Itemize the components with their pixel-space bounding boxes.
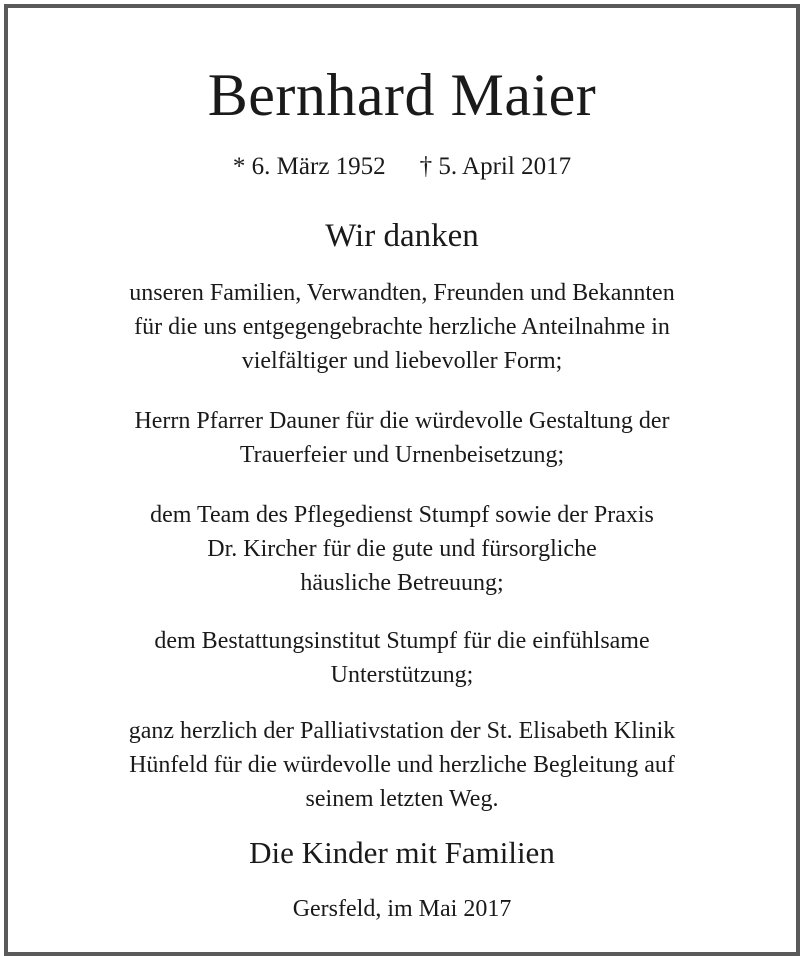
thanks-heading: Wir danken — [325, 218, 479, 254]
paragraph-line: für die uns entgegengebrachte herzliche Anteilnahme in — [134, 314, 670, 340]
paragraph-line: Trauerfeier und Urnenbeisetzung; — [239, 442, 565, 468]
thanks-paragraph-family — [8, 276, 796, 378]
thanks-paragraph-care — [8, 498, 796, 600]
thanks-paragraph-funeral-home — [8, 624, 796, 692]
obituary-notice — [8, 8, 796, 952]
paragraph-line: ganz herzlich der Palliativstation der St. Elisabeth Klinik — [128, 718, 676, 744]
notice-border — [4, 4, 800, 956]
place-date: Gersfeld, im Mai 2017 — [292, 896, 512, 922]
paragraph-line: dem Bestattungsinstitut Stumpf für die einfühlsame — [154, 628, 650, 654]
paragraph-line: unseren Familien, Verwandten, Freunden und Bekannten — [129, 280, 675, 306]
paragraph-line: seinem letzten Weg. — [305, 786, 499, 812]
paragraph-line: Dr. Kircher für die gute und fürsorgliche — [207, 536, 597, 562]
thanks-paragraph-pastor — [8, 404, 796, 472]
paragraph-line: Unterstützung; — [330, 662, 474, 688]
birth-date: * 6. März 1952 — [232, 153, 386, 180]
paragraph-line: dem Team des Pflegedienst Stumpf sowie der Praxis — [150, 502, 654, 528]
deceased-name: Bernhard Maier — [207, 62, 597, 128]
paragraph-line: Herrn Pfarrer Dauner für die würdevolle Gestaltung der — [134, 408, 670, 434]
paragraph-line: Hünfeld für die würdevolle und herzliche Begleitung auf — [129, 752, 675, 778]
thanks-paragraph-palliative — [8, 714, 796, 816]
death-date: † 5. April 2017 — [419, 153, 572, 180]
paragraph-line: häusliche Betreuung; — [300, 570, 504, 596]
life-dates — [8, 152, 796, 182]
signature: Die Kinder mit Familien — [249, 835, 555, 870]
paragraph-line: vielfältiger und liebevoller Form; — [241, 348, 563, 374]
